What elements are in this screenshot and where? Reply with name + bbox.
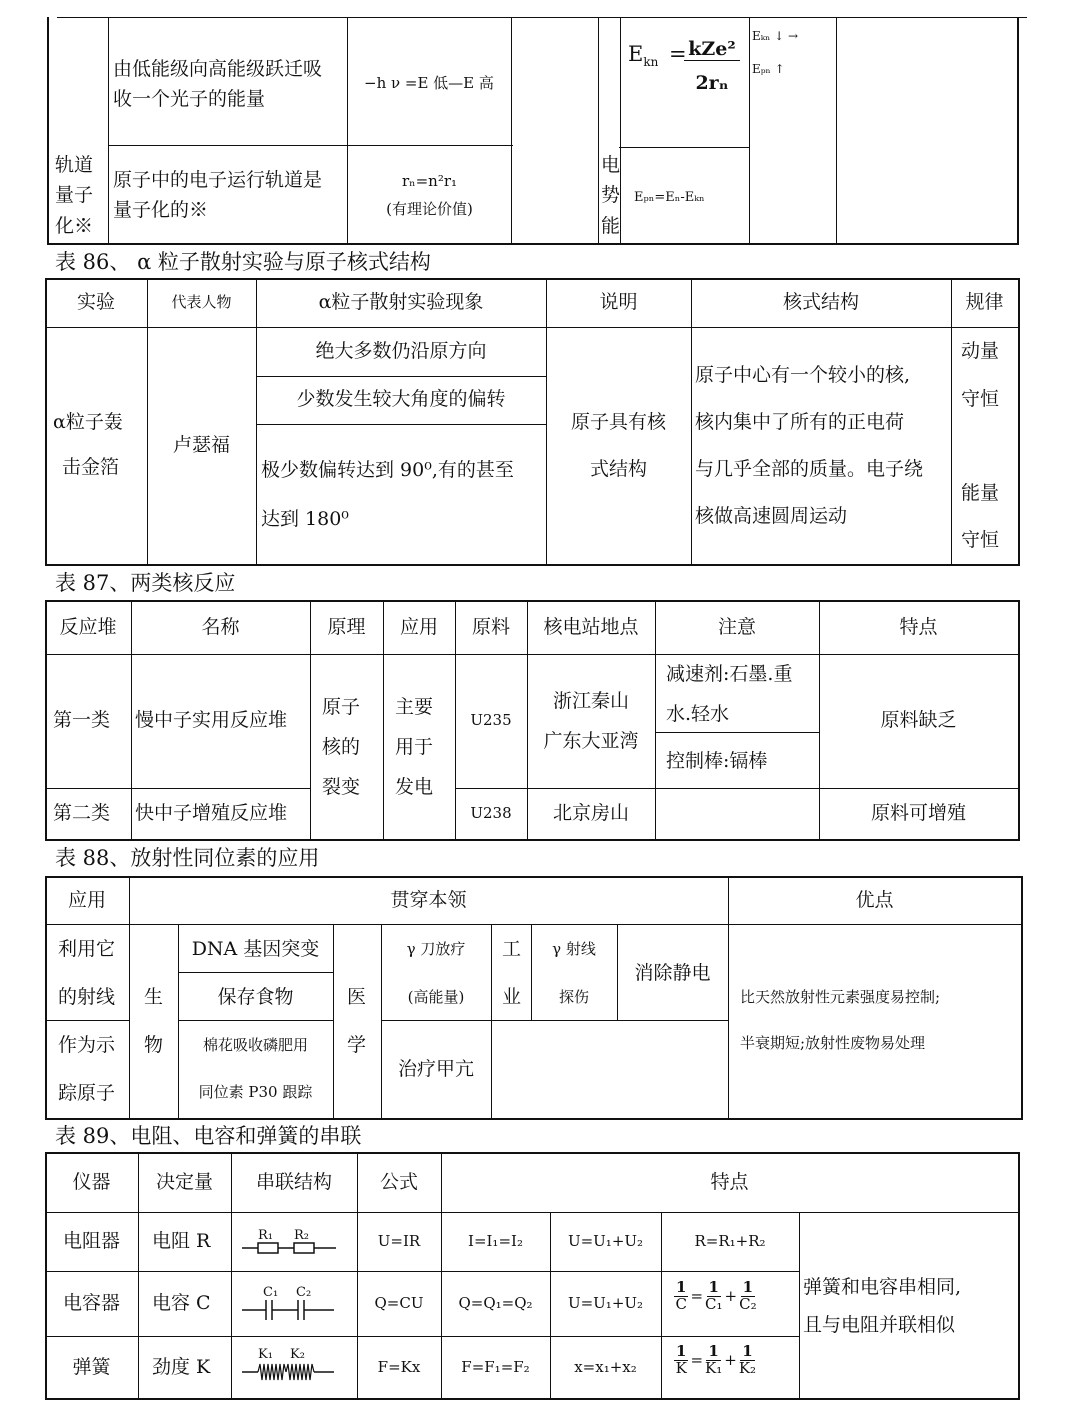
med-label: 医 bbox=[347, 986, 367, 1008]
feature: R=R₁+R₂ bbox=[694, 1232, 766, 1250]
formula: F=Kx bbox=[377, 1358, 421, 1376]
site: 广东大亚湾 bbox=[543, 730, 639, 752]
row1-formula: −h ν =E 低—E 高 bbox=[364, 74, 494, 92]
epn-arrow: Eₚₙ ↑ bbox=[752, 62, 785, 76]
header-cell: 实验 bbox=[76, 291, 115, 313]
header-cell: 串联结构 bbox=[255, 1171, 332, 1193]
row2-formula: rₙ=n²r₁ bbox=[401, 172, 458, 190]
header-cell: 应用 bbox=[399, 616, 438, 638]
structure: 核做高速圆周运动 bbox=[695, 505, 848, 527]
ekn-formula: $E_{kn}$ = bbox=[628, 42, 687, 70]
material: U238 bbox=[470, 804, 512, 822]
experiment: α粒子轰 bbox=[53, 411, 123, 433]
quantity: 电阻 R bbox=[152, 1230, 211, 1252]
feature: U=U₁+U₂ bbox=[567, 1294, 644, 1312]
structure: 核内集中了所有的正电荷 bbox=[695, 411, 905, 433]
device: 弹簧 bbox=[72, 1356, 111, 1378]
header-cell: 名称 bbox=[201, 616, 240, 638]
usage: 用于 bbox=[395, 736, 434, 758]
use-label: 的射线 bbox=[58, 986, 116, 1008]
advantage: 比天然放射性元素强度易控制; bbox=[740, 988, 941, 1006]
epn-formula: Eₚₙ=Eₙ-Eₖₙ bbox=[634, 190, 705, 205]
dna-mutation: DNA 基因突变 bbox=[191, 938, 320, 960]
material: U235 bbox=[470, 711, 512, 729]
feature: I=I₁=I₂ bbox=[468, 1232, 523, 1250]
experiment: 击金箔 bbox=[62, 456, 120, 478]
row1-desc: 由低能级向高能级跃迁吸 bbox=[113, 58, 323, 80]
law: 守恒 bbox=[961, 388, 1000, 410]
resistor-label: R₂ bbox=[294, 1228, 309, 1243]
note-control: 控制棒:镉棒 bbox=[666, 750, 768, 772]
law: 能量 bbox=[961, 482, 1000, 504]
row1-desc: 收一个光子的能量 bbox=[113, 88, 266, 110]
row2-note: (有理论价值) bbox=[386, 200, 473, 218]
header-cell: 原料 bbox=[471, 616, 510, 638]
principle: 裂变 bbox=[322, 776, 361, 798]
feature: Q=Q₁=Q₂ bbox=[458, 1294, 533, 1312]
usage: 发电 bbox=[395, 776, 434, 798]
capacitor-label: C₁ bbox=[263, 1285, 279, 1300]
note-moderator: 水.轻水 bbox=[666, 703, 730, 725]
header-cell: 原理 bbox=[327, 616, 366, 638]
structure: 原子中心有一个较小的核, bbox=[695, 364, 911, 386]
potential-label: 能 bbox=[601, 215, 621, 237]
row2-head: 化※ bbox=[55, 215, 94, 237]
explanation: 式结构 bbox=[589, 458, 647, 480]
feature: 原料缺乏 bbox=[880, 709, 957, 731]
gamma-knife: (高能量) bbox=[407, 988, 465, 1006]
med-label: 学 bbox=[347, 1034, 367, 1056]
header-cell: 反应堆 bbox=[59, 616, 117, 638]
bio-label: 生 bbox=[144, 986, 164, 1008]
row2-desc: 量子化的※ bbox=[113, 199, 209, 221]
principle: 核的 bbox=[322, 736, 361, 758]
potential-label: 势 bbox=[601, 184, 621, 206]
phenomenon: 少数发生较大角度的偏转 bbox=[296, 388, 506, 410]
static-removal: 消除静电 bbox=[634, 962, 711, 984]
use-label: 利用它 bbox=[58, 938, 116, 960]
ekn-denominator: 2rₙ bbox=[695, 72, 729, 94]
ekn-arrow: Eₖₙ ↓ → bbox=[752, 29, 799, 43]
header-cell: 规律 bbox=[965, 291, 1004, 313]
phenomenon: 达到 180⁰ bbox=[261, 508, 349, 530]
header-cell: 代表人物 bbox=[171, 293, 232, 311]
advantage: 半衰期短;放射性废物易处理 bbox=[740, 1034, 926, 1052]
formula: Q=CU bbox=[374, 1294, 424, 1312]
feature: U=U₁+U₂ bbox=[567, 1232, 644, 1250]
cotton-tracer: 棉花吸收磷肥用 bbox=[202, 1036, 308, 1054]
header-cell: 核电站地点 bbox=[543, 616, 639, 638]
row2-head: 轨道 bbox=[55, 154, 94, 176]
reactor-name: 慢中子实用反应堆 bbox=[135, 709, 288, 731]
formula: U=IR bbox=[377, 1232, 421, 1250]
bio-label: 物 bbox=[144, 1034, 164, 1056]
note-moderator: 减速剂:石墨.重 bbox=[666, 663, 793, 685]
phenomenon: 极少数偏转达到 90⁰,有的甚至 bbox=[261, 459, 514, 481]
food-preservation: 保存食物 bbox=[217, 986, 294, 1008]
cotton-tracer: 同位素 P30 跟踪 bbox=[198, 1083, 313, 1101]
structure: 与几乎全部的质量。电子绕 bbox=[695, 458, 924, 480]
table87-title: 表 87、两类核反应 bbox=[55, 571, 236, 595]
industry-label: 业 bbox=[502, 986, 522, 1008]
potential-label: 电 bbox=[601, 154, 621, 176]
person: 卢瑟福 bbox=[172, 434, 230, 456]
quantity: 劲度 K bbox=[152, 1356, 211, 1378]
site: 北京房山 bbox=[552, 802, 629, 824]
feature: F=F₁=F₂ bbox=[461, 1358, 530, 1376]
principle: 原子 bbox=[322, 696, 361, 718]
reactor-type: 第一类 bbox=[53, 709, 111, 731]
capacitor-series-diagram bbox=[240, 1290, 350, 1324]
capacitor-label: C₂ bbox=[296, 1285, 312, 1300]
explanation: 原子具有核 bbox=[570, 411, 666, 433]
reactor-type: 第二类 bbox=[53, 802, 111, 824]
feature: x=x₁+x₂ bbox=[574, 1358, 637, 1376]
reactor-name: 快中子增殖反应堆 bbox=[135, 802, 288, 824]
header-cell: 注意 bbox=[717, 616, 756, 638]
series-note: 且与电阻并联相似 bbox=[803, 1314, 956, 1336]
header-cell: 决定量 bbox=[155, 1171, 213, 1193]
quantity: 电容 C bbox=[152, 1292, 211, 1314]
row2-head: 量子 bbox=[55, 184, 94, 206]
thyroid: 治疗甲亢 bbox=[397, 1058, 474, 1080]
row2-desc: 原子中的电子运行轨道是 bbox=[113, 169, 323, 191]
header-cell: α粒子散射实验现象 bbox=[318, 291, 484, 313]
table88-title: 表 88、放射性同位素的应用 bbox=[55, 846, 320, 870]
series-note: 弹簧和电容串相同, bbox=[803, 1276, 962, 1298]
gamma-ray: 探伤 bbox=[558, 988, 589, 1006]
header-cell: 说明 bbox=[599, 291, 638, 313]
spring-reciprocal-formula: $\frac{1}{K}$ = $\frac{1}{\text{K₁}}$ + $\frac{1}{\text{K₂}}$ bbox=[675, 1342, 757, 1377]
header-cell: 仪器 bbox=[72, 1171, 111, 1193]
industry-label: 工 bbox=[502, 938, 522, 960]
gamma-knife: γ 刀放疗 bbox=[406, 940, 466, 958]
header-cell: 核式结构 bbox=[782, 291, 859, 313]
gamma-ray: γ 射线 bbox=[552, 940, 596, 958]
law: 动量 bbox=[961, 340, 1000, 362]
spring-label: K₁ bbox=[258, 1347, 273, 1362]
header-cell: 应用 bbox=[67, 889, 106, 911]
header-cell: 特点 bbox=[899, 616, 938, 638]
site: 浙江秦山 bbox=[552, 690, 629, 712]
usage: 主要 bbox=[395, 696, 434, 718]
device: 电阻器 bbox=[62, 1230, 120, 1252]
capacitor-reciprocal-formula: $\frac{1}{C}$ = $\frac{1}{\text{C₁}}$ + $\frac{1}{\text{C₂}}$ bbox=[675, 1278, 757, 1313]
use-label: 踪原子 bbox=[58, 1082, 116, 1104]
table89-title: 表 89、电阻、电容和弹簧的串联 bbox=[55, 1124, 362, 1148]
resistor-label: R₁ bbox=[258, 1228, 273, 1243]
header-cell: 优点 bbox=[855, 889, 894, 911]
table86-title: 表 86、 α 粒子散射实验与原子核式结构 bbox=[55, 250, 431, 274]
spring-label: K₂ bbox=[290, 1347, 305, 1362]
feature: 原料可增殖 bbox=[870, 802, 966, 824]
header-cell: 公式 bbox=[379, 1171, 418, 1193]
use-label: 作为示 bbox=[58, 1034, 116, 1056]
ekn-numerator: kZe² bbox=[684, 38, 740, 61]
law: 守恒 bbox=[961, 529, 1000, 551]
header-cell: 特点 bbox=[710, 1171, 749, 1193]
device: 电容器 bbox=[62, 1292, 120, 1314]
phenomenon: 绝大多数仍沿原方向 bbox=[315, 340, 487, 362]
header-cell: 贯穿本领 bbox=[390, 889, 467, 911]
